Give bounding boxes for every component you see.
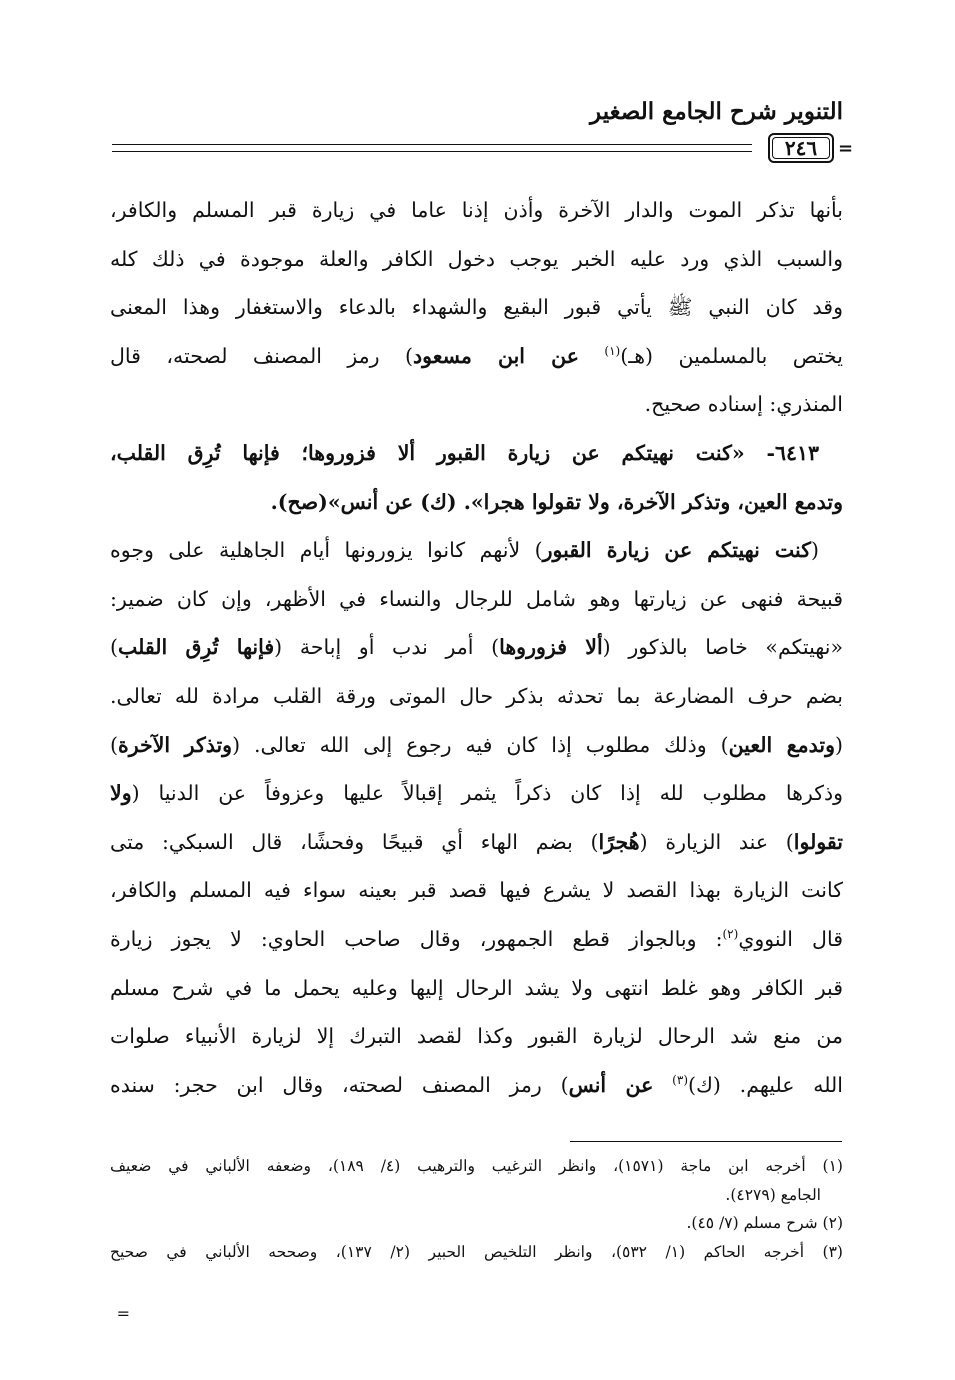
text-line: (كنت نهيتكم عن زيارة القبور) لأنهم كانوا يزورونها أيام الجاهلية على وجوه	[110, 538, 819, 563]
text-line: قبيحة فنهى عن زيارتها وهو شامل للرجال والنساء في الأظهر، وإن كان ضمير:	[110, 586, 843, 611]
footnotes	[110, 1152, 843, 1266]
text-line: وقد كان النبي ﷺ يأتي قبور البقيع والشهداء بالدعاء والاستغفار وهذا المعنى	[110, 295, 843, 320]
text-line: بضم حرف المضارعة بما تحدثه بذكر حال الموتى ورقة القلب مرادة لله تعالى.	[110, 683, 843, 708]
text-line: «نهيتكم» خاصا بالذكور (ألا فزوروها) أمر ندب أو إباحة (فإنها تُرِق القلب)	[110, 635, 843, 660]
text-line: كانت الزيارة بهذا القصد لا يشرع فيها قصد قبر بعينه سواء فيه المسلم والكافر،	[110, 878, 843, 903]
text-line: وذكرها مطلوب لله إذا كان ذكراً يثمر إقبالاً عليها وعزوفاً عن الدنيا (ولا	[110, 781, 843, 806]
footnote-ref-3: (٣)	[672, 1072, 688, 1087]
main-text	[110, 186, 843, 1109]
header-rule-bottom	[112, 151, 752, 152]
running-header-title: التنوير شرح الجامع الصغير	[590, 98, 843, 125]
footnote-ref-2: (٢)	[722, 927, 739, 942]
footnote-2: (٢) شرح مسلم (٧/ ٤٥).	[686, 1214, 843, 1232]
header-continuation-mark: =	[838, 138, 854, 159]
hadith-text-line: وتدمع العين، وتذكر الآخرة، ولا تقولوا هجرا». (ك) عن أنس»(صح).	[270, 489, 843, 514]
text-line: والسبب الذي ورد عليه الخبر يوجب دخول الكافر والعلة موجودة في ذلك كله	[110, 246, 843, 271]
narrator-name: عن ابن مسعود	[413, 343, 579, 368]
text-line: قبر الكافر وهو غلط انتهى ولا يشد الرحال إليها وعليه يحمل ما في شرح مسلم	[110, 975, 843, 1000]
text-line: بأنها تذكر الموت والدار الآخرة وأذن إذنا عاما في زيارة قبر المسلم والكافر،	[110, 198, 843, 222]
footnote-1-continued: الجامع (٤٢٧٩).	[725, 1185, 821, 1204]
footnote-1: (١) أخرجه ابن ماجة (١٥٧١)، وانظر الترغيب والترهيب (٤/ ١٨٩)، وضعفه الألباني في ضعيف	[110, 1157, 843, 1175]
text-line: قال النووي$^{(٢)}$: وبالجواز قطع الجمهور، وقال صاحب الحاوي: لا يجوز زيارة	[110, 926, 843, 951]
text-line: يختص بالمسلمين (هـ)$^{(١)}$ عن ابن مسعود) رمز المصنف لصحته، قال	[110, 343, 843, 368]
text-line: تقولوا) عند الزيارة (هُجرًا) بضم الهاء أي قبيحًا وفحشًا، قال السبكي: متى	[110, 829, 843, 854]
text-line: المنذري: إسناده صحيح.	[644, 392, 843, 417]
text-line: الله عليهم. (ك)$^{(٣)}$ عن أنس) رمز المصنف لصحته، وقال ابن حجر: سنده	[110, 1072, 843, 1097]
footnote-ref-1: (١)	[604, 343, 621, 358]
page-number: ٢٤٦	[768, 133, 834, 163]
footnote-3: (٣) أخرجه الحاكم (١/ ٥٣٢)، وانظر التلخيص الحبير (٢/ ١٣٧)، وصححه الألباني في صحيح	[110, 1242, 843, 1261]
hadith-text-line: ٦٤١٣- «كنت نهيتكم عن زيارة القبور ألا فزوروها؛ فإنها تُرِق القلب،	[110, 440, 819, 465]
text-line: من منع شد الرحال لزيارة القبور وكذا لقصد التبرك إلا لزيارة الأنبياء صلوات	[110, 1024, 843, 1049]
header-rule-top	[112, 144, 752, 145]
footnote-continuation-mark: =	[116, 1304, 130, 1323]
footnote-separator	[570, 1141, 842, 1142]
text-line: (وتدمع العين) وذلك مطلوب إذا كان فيه رجوع إلى الله تعالى. (وتذكر الآخرة)	[110, 732, 843, 757]
